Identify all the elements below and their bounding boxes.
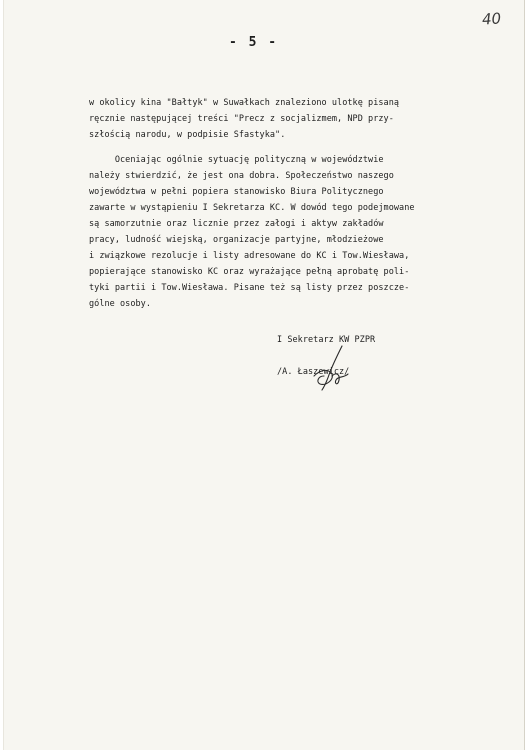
body-line: Oceniając ogólnie sytuację polityczną w województwie <box>89 155 384 165</box>
body-line: i związkowe rezolucje i listy adresowane do KC i Tow.Wiesława, <box>89 251 410 261</box>
body-line: pracy, ludność wiejską, organizacje partyjne, młodzieżowe <box>89 235 384 245</box>
body-line: zawarte w wystąpieniu I Sekretarza KC. W dowód tego podejmowane <box>89 203 415 213</box>
body-line: w okolicy kina "Bałtyk" w Suwałkach znaleziono ulotkę pisaną <box>89 98 400 108</box>
body-line: są samorzutnie oraz licznie przez załogi i aktyw zakładów <box>89 219 384 229</box>
body-line: gólne osoby. <box>89 299 152 309</box>
body-line: ręcznie następującej treści "Precz z socjalizmem, NPD przy- <box>89 114 394 124</box>
signatory-name: /A. Łaszewicz/ <box>277 367 350 377</box>
signatory-title: I Sekretarz KW PZPR <box>277 335 376 345</box>
body-line: szłością narodu, w podpisie Sfastyka". <box>89 130 286 140</box>
handwritten-signature <box>304 340 354 400</box>
body-line: należy stwierdzić, że jest ona dobra. Społeczeństwo naszego <box>89 171 394 181</box>
document-page <box>3 0 525 750</box>
body-line: województwa w pełni popiera stanowisko Biura Politycznego <box>89 187 384 197</box>
body-line: tyki partii i Tow.Wiesława. Pisane też są listy przez poszcze- <box>89 283 410 293</box>
archive-page-number: 40 <box>481 9 502 29</box>
body-line: popierające stanowisko KC oraz wyrażające pełną aprobatę poli- <box>89 267 410 277</box>
page-number: - 5 - <box>229 35 279 50</box>
